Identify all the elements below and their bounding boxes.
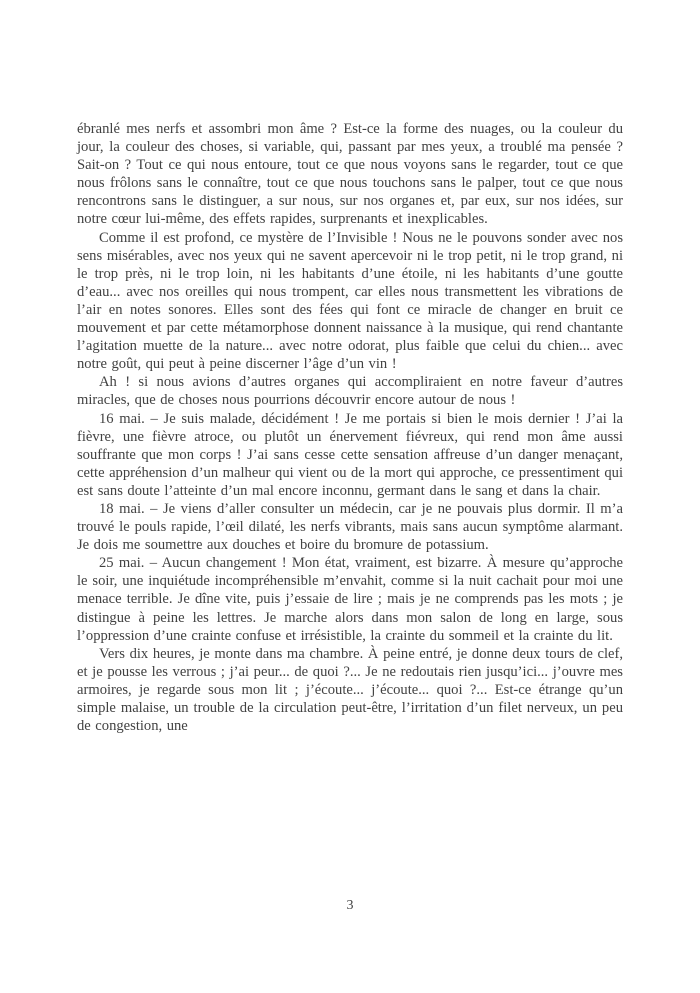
paragraph: Ah ! si nous avions d’autres organes qui accompliraient en notre faveur d’autres miracles, que de choses nous pourrions découvrir encore autour de nous ! xyxy=(77,374,623,409)
page-number: 3 xyxy=(346,898,354,913)
paragraph-diary-entry-18-mai: 18 mai. – Je viens d’aller consulter un médecin, car je ne pouvais plus dormir. Il m’a trouvé le pouls rapide, l’œil dilaté, les nerfs vibrants, mais sans aucun symptôme alarmant. Je dois me soumettre aux douches et boire du bromure de potassium. xyxy=(77,500,623,554)
paragraph-diary-entry-16-mai: 16 mai. – Je suis malade, décidément ! Je me portais si bien le mois dernier ! J’ai la fièvre, une fièvre atroce, ou plutôt un énervement fiévreux, qui rend mon âme aussi souffrante que mon corps ! J’ai sans cesse cette sensation affreuse d’un danger menaçant, cette appréhension d’un malheur qui vient ou de la mort qui approche, ce pressentiment qui est sans doute l’atteinte d’un mal encore inconnu, germant dans le sang et dans la chair. xyxy=(77,410,623,499)
paragraph-continuation: ébranlé mes nerfs et assombri mon âme ? Est-ce la forme des nuages, ou la couleur du jour, la couleur des choses, si variable, qui, passant par mes yeux, a troublé ma pensée ? Sait-on ? Tout ce qui nous entoure, tout ce que nous voyons sans le regarder, tout ce que nous frôlons sans le connaître, tout ce que nous touchons sans le palper, tout ce que nous rencontrons sans le distinguer, a sur nous, sur nos organes et, par eux, sur nos idées, sur notre cœur lui-même, des effets rapides, surprenants et inexplicables. xyxy=(77,121,623,228)
paragraph-diary-entry-25-mai: 25 mai. – Aucun changement ! Mon état, vraiment, est bizarre. À mesure qu’approche le soir, une inquiétude incompréhensible m’envahit, comme si la nuit cachait pour moi une menace terrible. Je dîne vite, puis j’essaie de lire ; mais je ne comprends pas les mots ; je distingue à peine les lettres. Je marche alors dans mon salon de long en large, sous l’oppression d’une crainte confuse et irrésistible, la crainte du sommeil et la crainte du lit. xyxy=(77,555,623,644)
paragraph: Comme il est profond, ce mystère de l’Invisible ! Nous ne le pouvons sonder avec nos sens misérables, avec nos yeux qui ne savent apercevoir ni le trop petit, ni le trop grand, ni le trop près, ni le trop loin, ni les habitants d’une étoile, ni les habitants d’une goutte d’eau... avec nos oreilles qui nous trompent, car elles nous transmettent les vibrations de l’air en notes sonores. Elles sont des fées qui font ce miracle de changer en bruit ce mouvement et par cette métamorphose donnent naissance à la musique, qui rend chantante l’agitation muette de la nature... avec notre odorat, plus faible que celui du chien... avec notre goût, qui peut à peine discerner l’âge d’un vin ! xyxy=(77,229,623,373)
text-body xyxy=(77,120,623,735)
paragraph: Vers dix heures, je monte dans ma chambre. À peine entré, je donne deux tours de clef, et je pousse les verrous ; j’ai peur... de quoi ?... Je ne redoutais rien jusqu’ici... j’ouvre mes armoires, je regarde sous mon lit ; j’écoute... j’écoute... quoi ?... Est-ce étrange qu’un simple malaise, un trouble de la circulation peut-être, l’irritation d’un filet nerveux, un peu de congestion, une xyxy=(77,645,623,735)
